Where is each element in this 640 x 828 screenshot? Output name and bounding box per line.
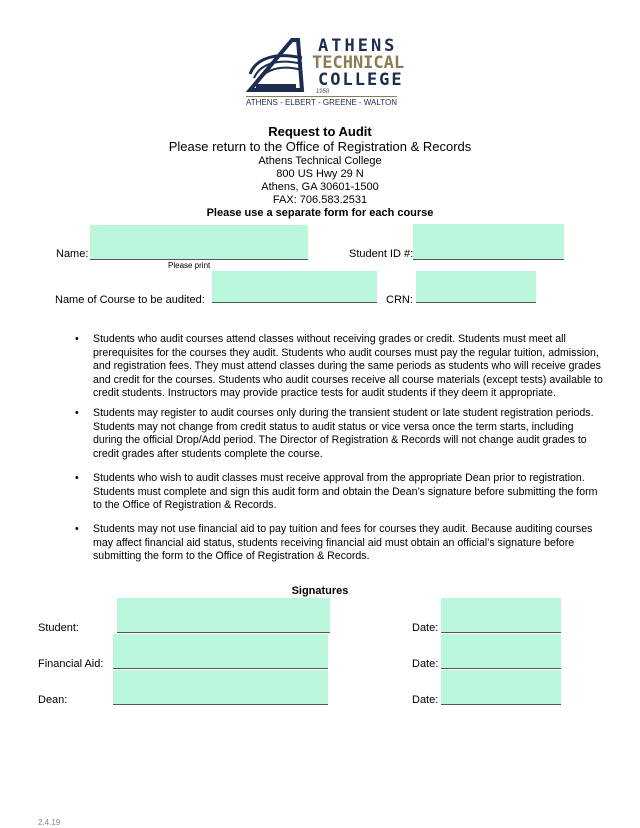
financial-aid-signature-label: Financial Aid: [38, 658, 104, 670]
dean-date-input[interactable] [441, 670, 561, 705]
name-label: Name: [56, 248, 89, 260]
dean-signature-input[interactable] [113, 670, 328, 705]
bullet-icon: • [75, 407, 79, 419]
form-version: 2.4.19 [38, 818, 61, 827]
address-line2: Athens, GA 30601-1500 [261, 181, 379, 193]
dean-date-label: Date: [412, 694, 439, 706]
bullet-icon: • [75, 472, 79, 484]
logo-line1: ATHENS [318, 36, 398, 56]
crn-label: CRN: [386, 294, 413, 306]
fax-number: FAX: 706.583.2531 [272, 194, 368, 206]
signatures-heading: Signatures [291, 585, 349, 597]
financial-aid-date-input[interactable] [441, 634, 561, 669]
college-name: Athens Technical College [258, 155, 382, 167]
form-subtitle: Please return to the Office of Registration & Records [168, 139, 472, 154]
bullet-text: Students may not use financial aid to pay tuition and fees for courses they audit. Because auditing courses may affect financial aid status, students receiving financial aid must obtain an official’s signature before submitting the form to the Office of Registration & Records. [93, 523, 593, 563]
logo-emblem-icon [246, 38, 318, 94]
student-date-input[interactable] [441, 598, 561, 633]
logo-tagline: ATHENS - ELBERT - GREENE - WALTON [246, 98, 397, 107]
bullet-item [75, 333, 605, 401]
logo-year: 1958 [316, 89, 330, 95]
name-hint: Please print [168, 261, 211, 270]
bullet-text: Students who wish to audit classes must receive approval from the appropriate Dean prior to registration. Students must complete and sign this audit form and obtain the Dean’s signature before submitting the form to the Office of Registration & Records. [93, 472, 598, 512]
bullet-text: Students may register to audit courses only during the transient student or late student registration periods. Students may not change from credit status to audit status or vice versa once the term starts, including during the official Drop/Add period. The Director of Registration & Records will not change audit grades to credit grades after students complete the course. [93, 407, 594, 460]
student-date-label: Date: [412, 622, 439, 634]
form-title: Request to Audit [268, 124, 372, 139]
address-line1: 800 US Hwy 29 N [276, 168, 364, 180]
bullet-icon: • [75, 333, 79, 345]
college-logo [246, 36, 406, 106]
dean-signature-label: Dean: [38, 694, 68, 706]
logo-line2: TECHNICAL [312, 53, 405, 73]
student-id-label: Student ID #: [349, 248, 414, 260]
student-signature-label: Student: [38, 622, 79, 634]
bullet-item [75, 523, 605, 564]
course-label: Name of Course to be audited: [55, 294, 205, 306]
student-id-input[interactable] [413, 224, 564, 260]
crn-input[interactable] [416, 271, 536, 303]
bullet-item [75, 407, 605, 461]
name-input[interactable] [90, 225, 308, 260]
financial-aid-signature-input[interactable] [113, 634, 328, 669]
bullet-icon: • [75, 523, 79, 535]
student-signature-input[interactable] [117, 598, 330, 633]
bullet-text: Students who audit courses attend classes without receiving grades or credit. Students must meet all prerequisites for the courses they audit. Students who audit courses must pay the regular tuition, admission, and registration fees. They must attend classes during the same periods as students who will receive grades and credit for the courses. Students who audit courses receive all course materials (except tests) available to credit students. Instructors may provide practice tests for audit students if they deem it appropriate. [93, 333, 603, 400]
course-input[interactable] [212, 271, 377, 303]
financial-aid-date-label: Date: [412, 658, 439, 670]
logo-line3: COLLEGE [318, 70, 404, 90]
bullet-item [75, 472, 605, 513]
separate-form-note: Please use a separate form for each course [206, 207, 434, 219]
